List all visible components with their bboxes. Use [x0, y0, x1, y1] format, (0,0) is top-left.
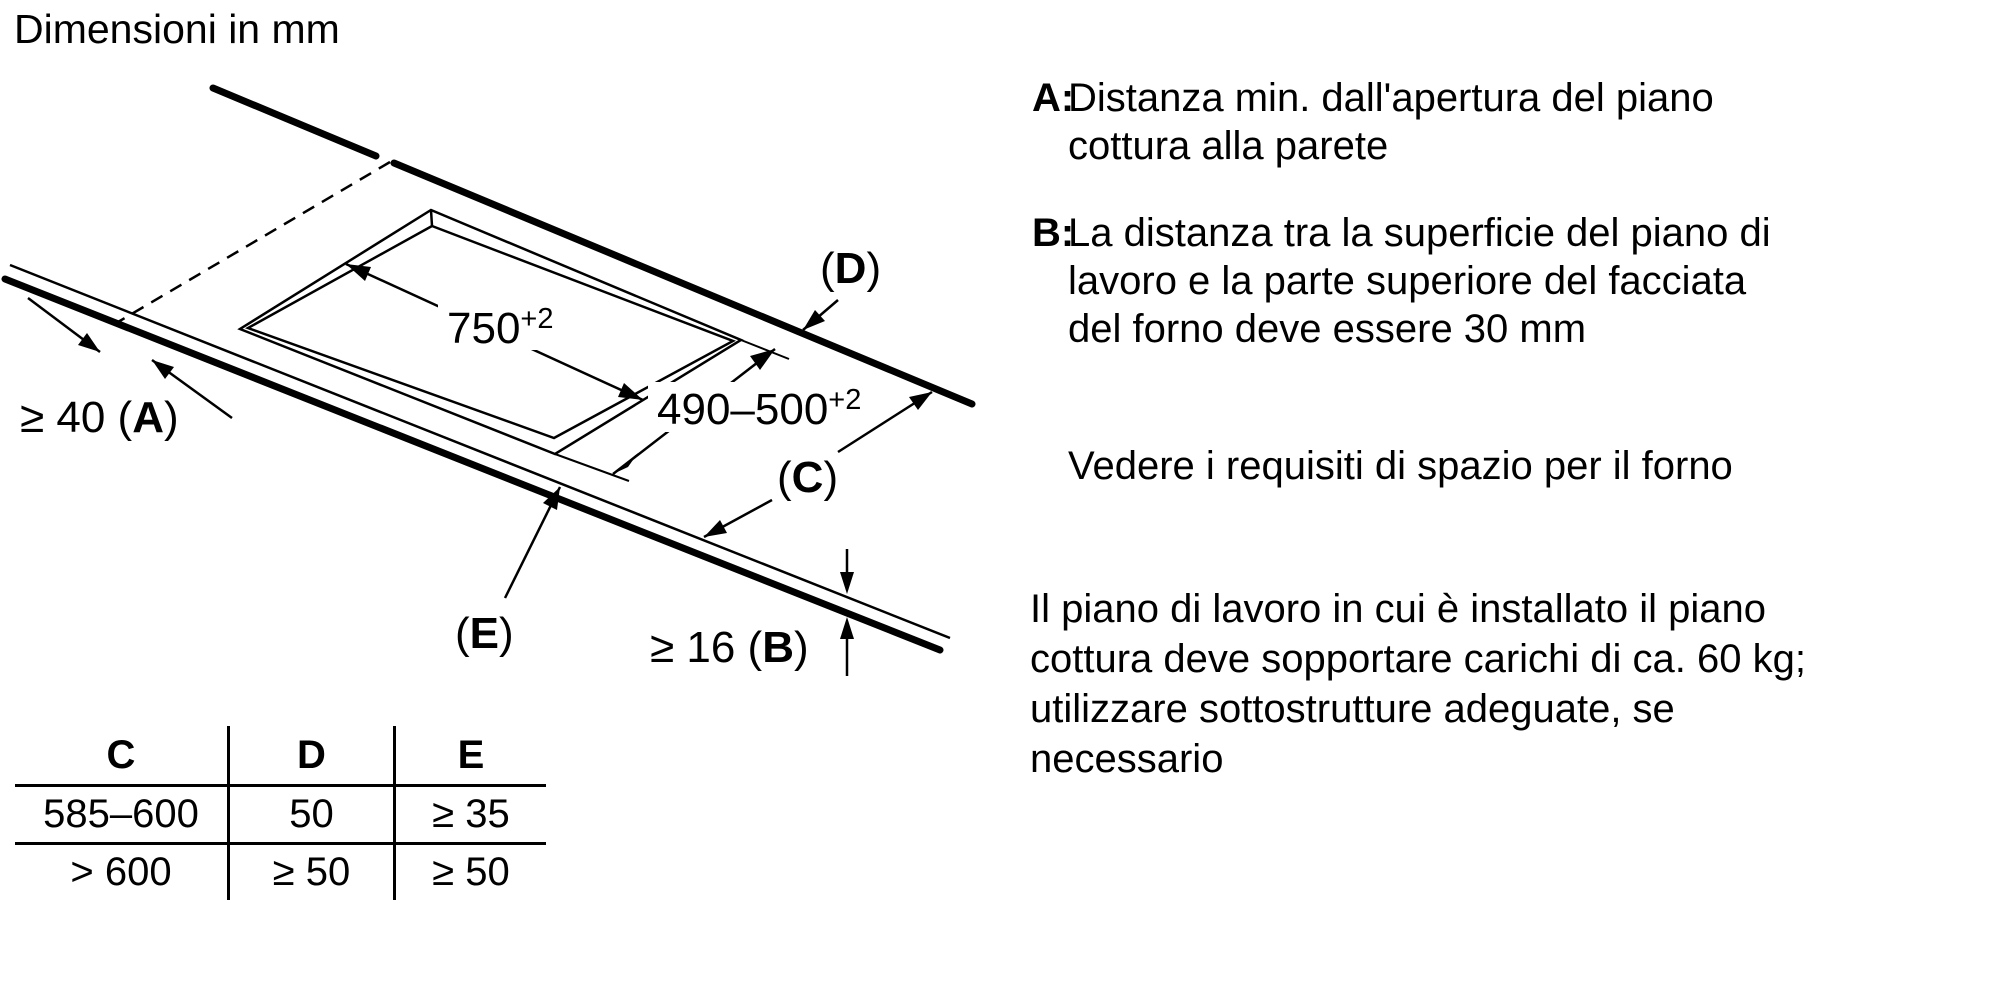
label-e: (E) — [455, 609, 514, 658]
wall-edge-line-left — [213, 88, 376, 156]
page-title: Dimensioni in mm — [14, 6, 340, 52]
dim-depth-label: $490-500^{+2}$ — [657, 384, 862, 434]
label-c: (C) — [777, 453, 839, 502]
dim-a-arrowhead-upper — [78, 333, 100, 352]
dim-a-arrowhead-lower — [152, 360, 174, 379]
dimension-table — [15, 726, 546, 900]
table-cell: ≥ 50 — [432, 850, 510, 894]
load-note-line-3: utilizzare sottostrutture adeguate, se — [1030, 687, 1675, 731]
note-a-line-1: Distanza min. dall'apertura del piano — [1068, 76, 1714, 120]
dim-a-label: ≥ 40 (A) — [20, 393, 179, 442]
load-note-line-2: cottura deve sopportare carichi di ca. 60 kg; — [1030, 637, 1806, 681]
extension-line-bottom — [555, 454, 629, 481]
cutout-corner-tick — [431, 210, 432, 226]
table-header-row — [15, 726, 546, 786]
dim-width-label: $750^{+2}$ — [447, 303, 554, 353]
note-a-line-2: cottura alla parete — [1068, 124, 1389, 168]
note-a-label: A: — [1032, 76, 1075, 120]
dim-b-label: ≥ 16 (B) — [650, 623, 809, 672]
table-row — [15, 844, 546, 901]
table-cell: > 600 — [15, 844, 229, 901]
label-d: (D) — [820, 244, 882, 293]
label-c-arrowhead-upper — [909, 392, 932, 410]
dim-b-arrowhead-down — [840, 572, 854, 594]
table-header-c: C — [15, 726, 229, 786]
oven-space-note: Vedere i requisiti di spazio per il forno — [1068, 444, 1733, 488]
load-note-line-1: Il piano di lavoro in cui è installato il piano — [1030, 587, 1766, 631]
note-b-line-3: del forno deve essere 30 mm — [1068, 307, 1587, 351]
dim-b-arrowhead-up — [840, 617, 854, 639]
load-capacity-note — [1030, 584, 1806, 784]
table-row — [15, 786, 546, 844]
note-b-label: B: — [1032, 211, 1075, 255]
table-cell: ≥ 50 — [229, 844, 395, 901]
label-c-arrowhead-lower — [704, 520, 727, 537]
table-header-e: E — [457, 732, 485, 777]
table-cell: 585–600 — [15, 786, 229, 844]
note-a-text — [1068, 74, 1714, 170]
table-header-d: D — [229, 726, 395, 786]
note-b-line-1: La distanza tra la superficie del piano di — [1068, 211, 1771, 255]
dashed-projection-line — [118, 162, 390, 322]
note-b-line-2: lavoro e la parte superiore del facciata — [1068, 259, 1747, 303]
load-note-line-4: necessario — [1030, 737, 1224, 781]
table-cell: 50 — [229, 786, 395, 844]
table-cell: ≥ 35 — [432, 792, 510, 836]
note-b-text — [1068, 209, 1771, 353]
